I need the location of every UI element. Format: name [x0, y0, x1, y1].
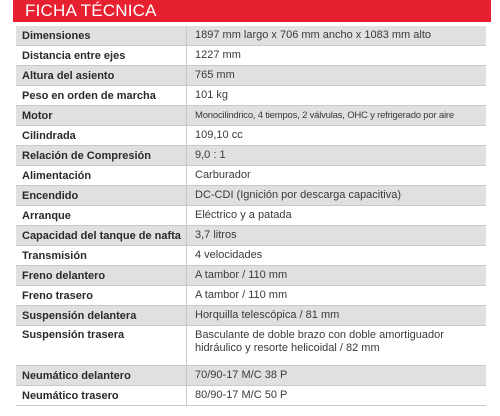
spec-value: A tambor / 110 mm: [187, 266, 487, 286]
table-row: [16, 86, 486, 106]
spec-label: Transmisión: [16, 246, 187, 266]
spec-value: Monocilindrico, 4 tiempos, 2 válvulas, OHC y refrigerado por aire: [187, 106, 487, 126]
table-row: [16, 246, 486, 266]
spec-label: Alimentación: [16, 166, 187, 186]
spec-label: Encendido: [16, 186, 187, 206]
spec-value: 101 kg: [187, 86, 487, 106]
table-row: [16, 166, 486, 186]
spec-value: 1897 mm largo x 706 mm ancho x 1083 mm alto: [187, 26, 487, 46]
spec-label: Motor: [16, 106, 187, 126]
spec-label: Peso en orden de marcha: [16, 86, 187, 106]
table-row: [16, 146, 486, 166]
spec-value: 1227 mm: [187, 46, 487, 66]
spec-label: Suspensión trasera: [16, 326, 187, 366]
table-row: [16, 126, 486, 146]
spec-value: 9,0 : 1: [187, 146, 487, 166]
spec-value: 109,10 cc: [187, 126, 487, 146]
spec-label: Relación de Compresión: [16, 146, 187, 166]
spec-label: Freno delantero: [16, 266, 187, 286]
spec-label: Dimensiones: [16, 26, 187, 46]
spec-label: Neumático trasero: [16, 386, 187, 406]
table-row: [16, 226, 486, 246]
table-row: [16, 286, 486, 306]
spec-value: 765 mm: [187, 66, 487, 86]
table-row: [16, 386, 486, 406]
table-row: [16, 46, 486, 66]
spec-label: Capacidad del tanque de nafta: [16, 226, 187, 246]
spec-label: Suspensión delantera: [16, 306, 187, 326]
section-title: FICHA TÉCNICA: [13, 0, 491, 22]
table-row: [16, 186, 486, 206]
table-row: [16, 206, 486, 226]
spec-label: Cilindrada: [16, 126, 187, 146]
spec-value: DC-CDI (Ignición por descarga capacitiva): [187, 186, 487, 206]
spec-value: 3,7 litros: [187, 226, 487, 246]
spec-table: [16, 26, 486, 406]
spec-value: 4 velocidades: [187, 246, 487, 266]
table-row: [16, 366, 486, 386]
table-row: [16, 326, 486, 366]
spec-label: Neumático delantero: [16, 366, 187, 386]
table-row: [16, 266, 486, 286]
spec-value: A tambor / 110 mm: [187, 286, 487, 306]
spec-label: Freno trasero: [16, 286, 187, 306]
table-row: [16, 106, 486, 126]
spec-value: 80/90-17 M/C 50 P: [187, 386, 487, 406]
spec-label: Distancia entre ejes: [16, 46, 187, 66]
table-row: [16, 26, 486, 46]
spec-value: Carburador: [187, 166, 487, 186]
spec-value: Basculante de doble brazo con doble amortiguador hidráulico y resorte helicoidal / 82 mm: [187, 326, 487, 366]
spec-label: Arranque: [16, 206, 187, 226]
spec-value: Horquilla telescópica / 81 mm: [187, 306, 487, 326]
table-row: [16, 306, 486, 326]
spec-label: Altura del asiento: [16, 66, 187, 86]
spec-value: Eléctrico y a patada: [187, 206, 487, 226]
spec-value: 70/90-17 M/C 38 P: [187, 366, 487, 386]
table-row: [16, 66, 486, 86]
